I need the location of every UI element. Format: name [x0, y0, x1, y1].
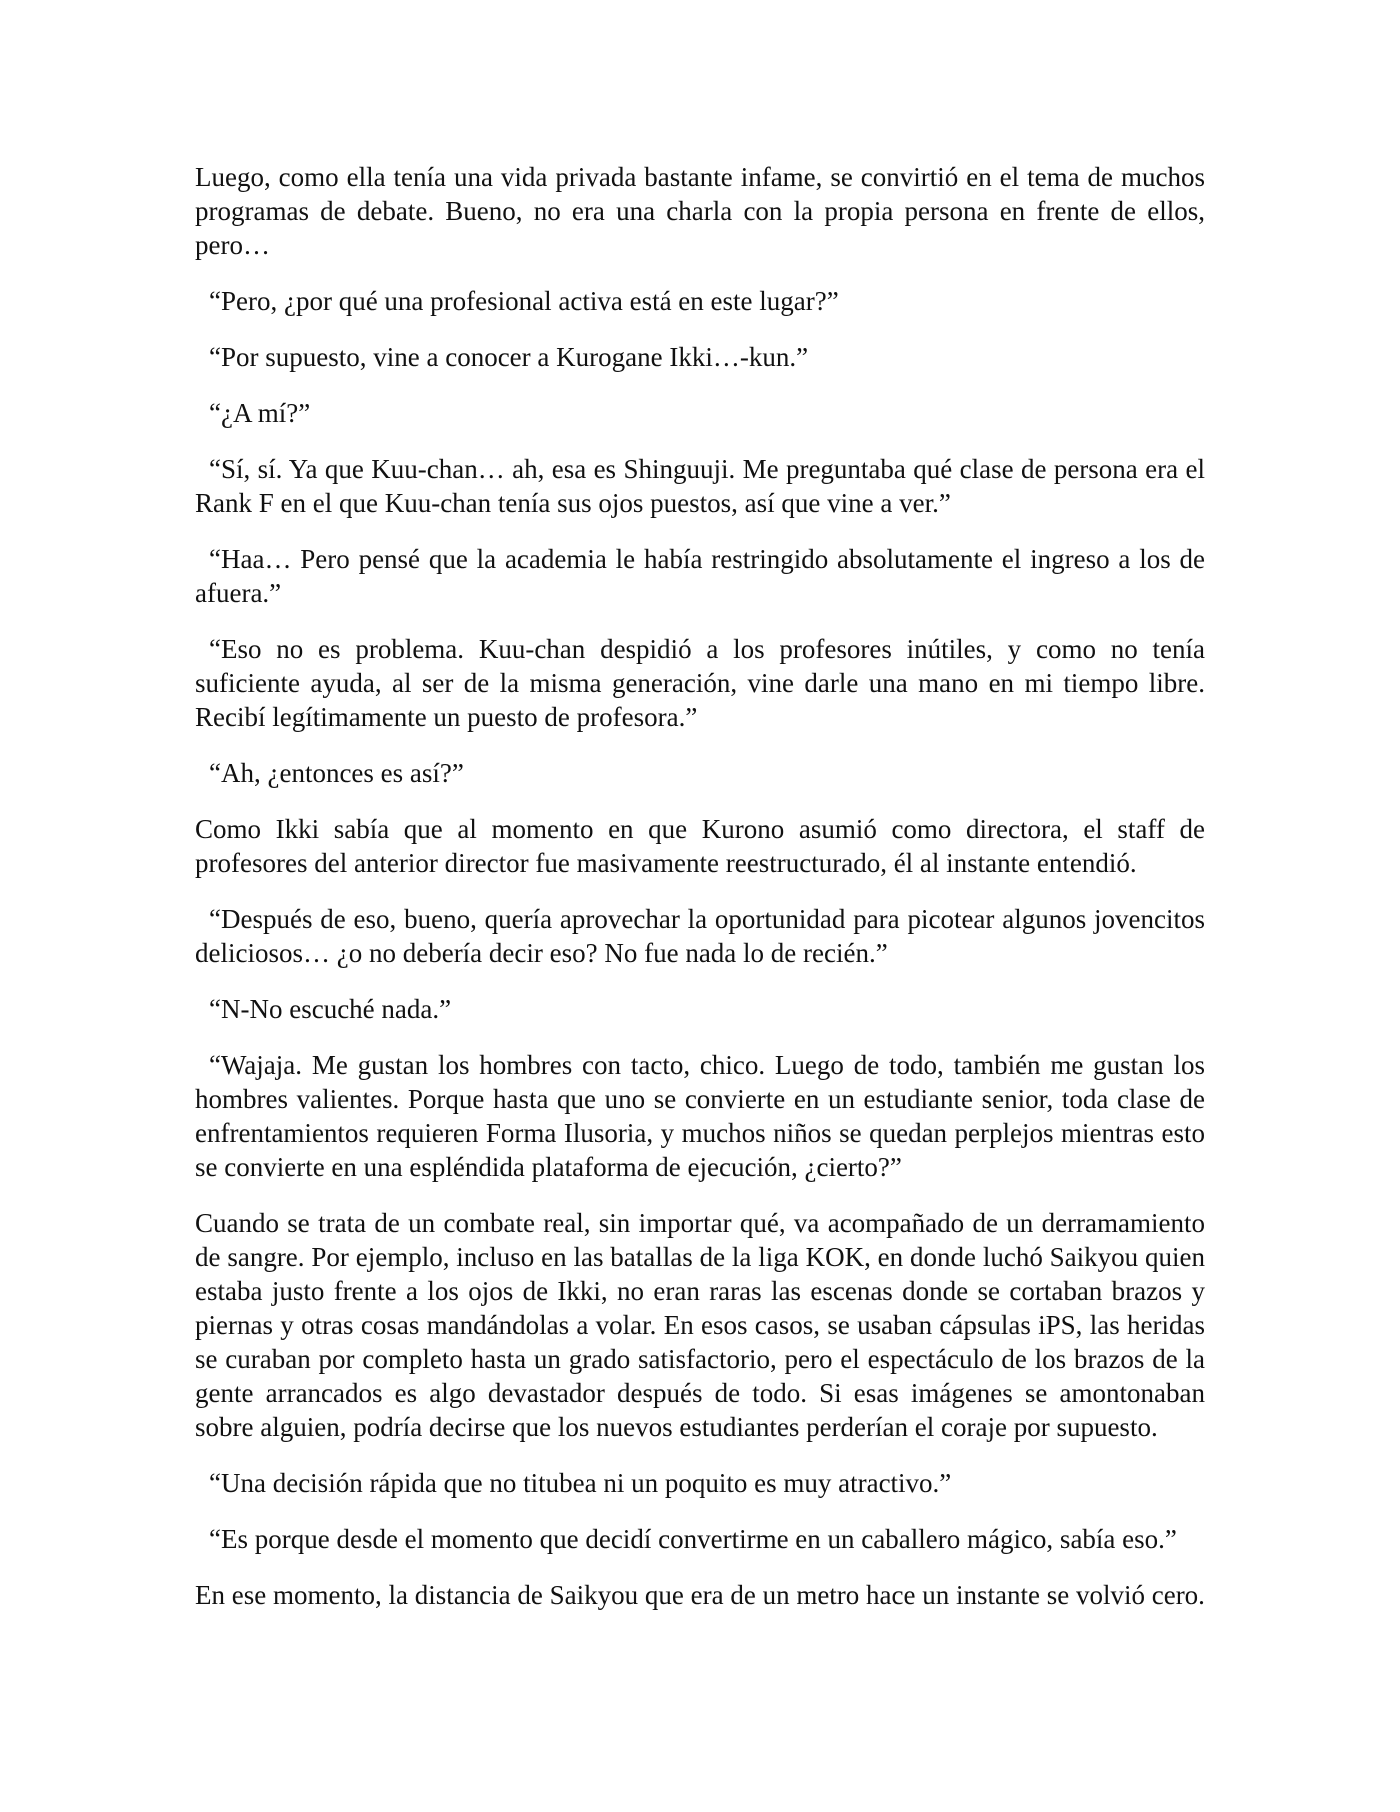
- dialogue-line-12: “Wajaja. Me gustan los hombres con tacto, chico. Luego de todo, también me gustan los hombres valientes. Porque hasta que uno se convierte en un estudiante senior, toda clase de enfrentamientos requieren Forma Ilusoria, y muchos niños se quedan perplejos mientras esto se convierte en una espléndida plataforma de ejecución, ¿cierto?”: [195, 1050, 1205, 1182]
- dialogue-line-10: “Después de eso, bueno, quería aprovechar la oportunidad para picotear algunos jovencitos deliciosos… ¿o no debería decir eso? No fue nada lo de recién.”: [195, 904, 1205, 968]
- paragraph-1: Luego, como ella tenía una vida privada bastante infame, se convirtió en el tema de muchos programas de debate. Bueno, no era una charla con la propia persona en frente de ellos, pero…: [195, 162, 1205, 260]
- paragraph-9: Como Ikki sabía que al momento en que Kurono asumió como directora, el staff de profesores del anterior director fue masivamente reestructurado, él al instante entendió.: [195, 814, 1205, 878]
- dialogue-line-5: “Sí, sí. Ya que Kuu-chan… ah, esa es Shinguuji. Me preguntaba qué clase de persona era el Rank F en el que Kuu-chan tenía sus ojos puestos, así que vine a ver.”: [195, 454, 1205, 518]
- dialogue-line-3: “Por supuesto, vine a conocer a Kurogane Ikki…-kun.”: [209, 342, 809, 372]
- paragraph-16: En ese momento, la distancia de Saikyou que era de un metro hace un instante se volvió cero.: [195, 1580, 1205, 1610]
- dialogue-line-6: “Haa… Pero pensé que la academia le había restringido absolutamente el ingreso a los de afuera.”: [195, 544, 1205, 608]
- dialogue-line-7: “Eso no es problema. Kuu-chan despidió a los profesores inútiles, y como no tenía suficiente ayuda, al ser de la misma generación, vine darle una mano en mi tiempo libre. Recibí legítimamente un puesto de profesora.”: [195, 634, 1205, 732]
- paragraph-13: Cuando se trata de un combate real, sin importar qué, va acompañado de un derramamiento de sangre. Por ejemplo, incluso en las batallas de la liga KOK, en donde luchó Saikyou quien estaba justo frente a los ojos de Ikki, no eran raras las escenas donde se cortaban brazos y piernas y otras cosas mandándolas a volar. En esos casos, se usaban cápsulas iPS, las heridas se curaban por completo hasta un grado satisfactorio, pero el espectáculo de los brazos de la gente arrancados es algo devastador después de todo. Si esas imágenes se amontonaban sobre alguien, podría decirse que los nuevos estudiantes perderían el coraje por supuesto.: [195, 1208, 1205, 1442]
- dialogue-line-8: “Ah, ¿entonces es así?”: [209, 758, 464, 788]
- dialogue-line-4: “¿A mí?”: [209, 398, 311, 428]
- dialogue-line-11: “N-No escuché nada.”: [209, 994, 452, 1024]
- dialogue-line-2: “Pero, ¿por qué una profesional activa está en este lugar?”: [209, 286, 839, 316]
- page-body: [195, 160, 1205, 1634]
- dialogue-line-15: “Es porque desde el momento que decidí convertirme en un caballero mágico, sabía eso.”: [209, 1524, 1177, 1554]
- dialogue-line-14: “Una decisión rápida que no titubea ni un poquito es muy atractivo.”: [209, 1468, 952, 1498]
